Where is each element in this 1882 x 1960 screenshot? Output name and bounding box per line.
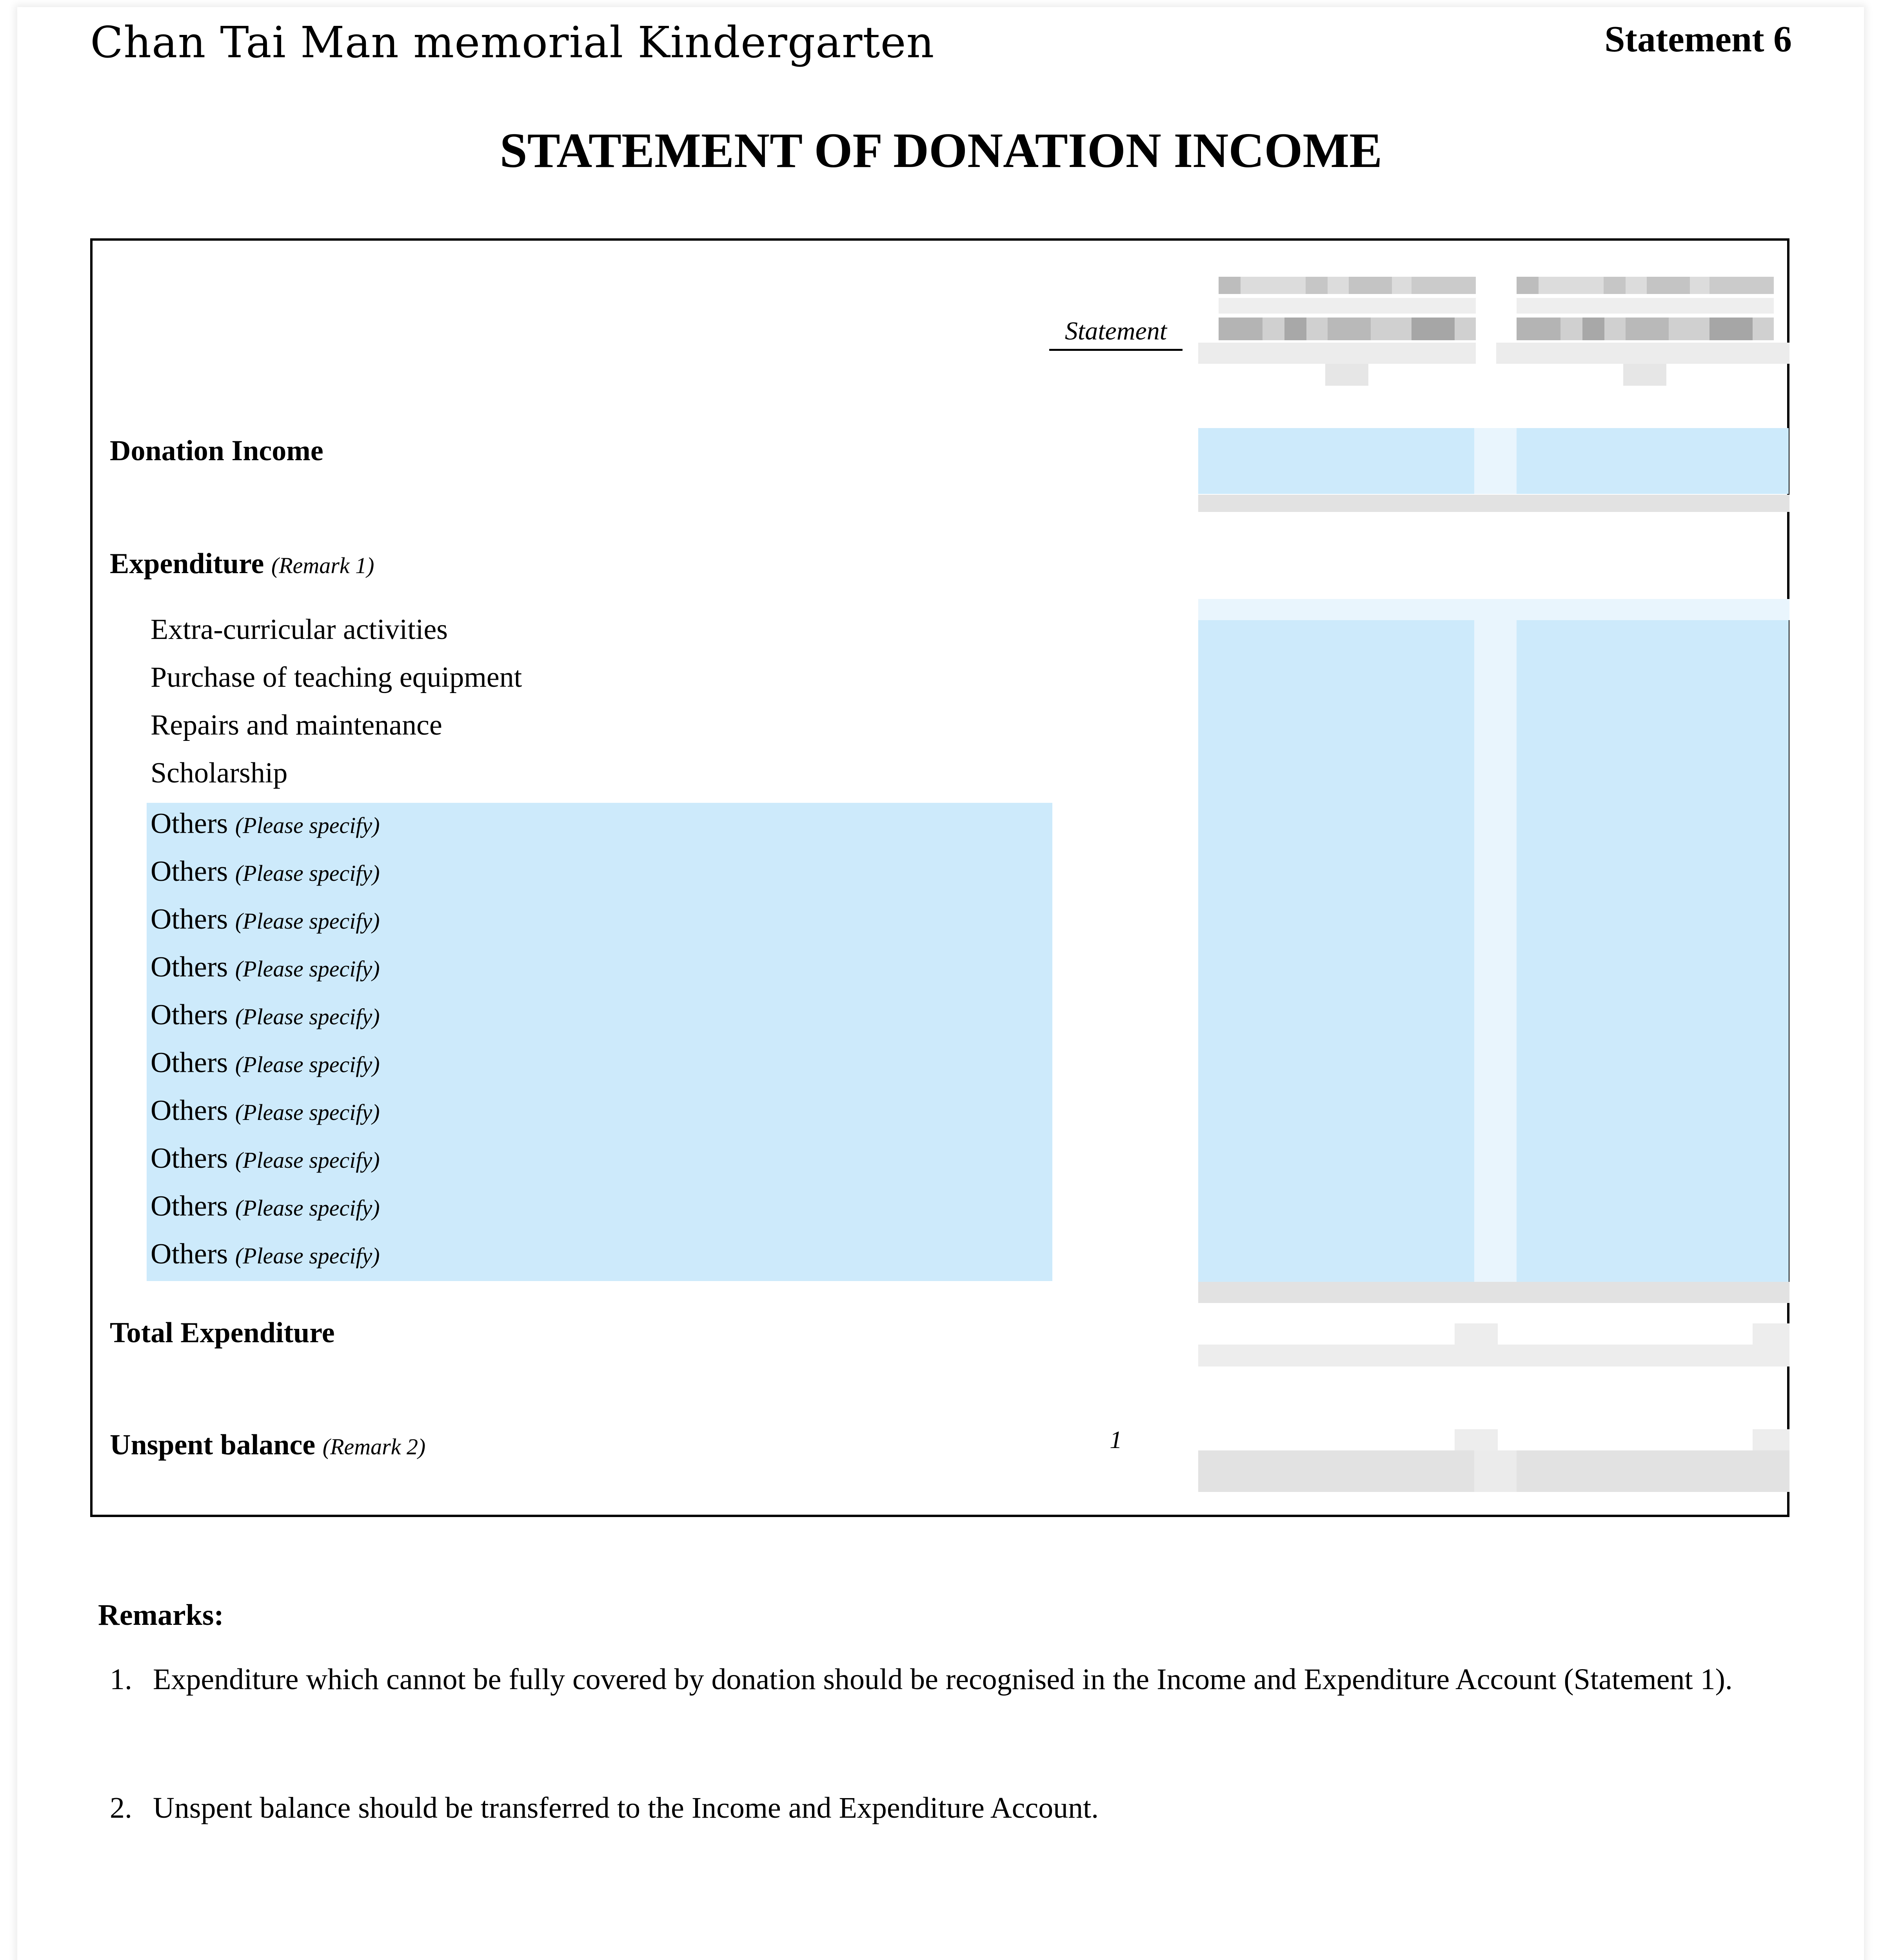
- unspent-balance-heading: Unspent balance: [110, 1429, 316, 1461]
- others-row-2[interactable]: Others (Please specify): [147, 851, 1052, 898]
- expenditure-prior-cells[interactable]: [1517, 620, 1789, 1282]
- total-expenditure-redacted: [1455, 1323, 1498, 1345]
- expenditure-current-cells[interactable]: [1198, 620, 1474, 1282]
- unspent-balance-redacted: [1455, 1429, 1498, 1450]
- total-expenditure-label: Total Expenditure: [110, 1317, 335, 1349]
- others-row-6[interactable]: Others (Please specify): [147, 1042, 1052, 1090]
- unspent-balance-redacted: [1753, 1429, 1789, 1450]
- others-row-8[interactable]: Others (Please specify): [147, 1138, 1052, 1185]
- remark-number: 2.: [110, 1791, 132, 1824]
- others-row-1[interactable]: Others (Please specify): [147, 803, 1052, 851]
- donation-income-current-cell[interactable]: [1198, 428, 1474, 494]
- donation-income-subtotal-line: [1198, 495, 1789, 512]
- donation-income-prior-cell[interactable]: [1517, 428, 1789, 494]
- expenditure-subtotal-line: [1198, 1282, 1789, 1303]
- item-teaching-equipment: Purchase of teaching equipment: [151, 661, 522, 693]
- others-row-5[interactable]: Others (Please specify): [147, 994, 1052, 1042]
- school-name: Chan Tai Man memorial Kindergarten: [90, 17, 935, 67]
- column-header-statement: Statement: [1049, 314, 1183, 351]
- column-gap: [1474, 599, 1517, 1282]
- expenditure-remark: (Remark 1): [271, 553, 374, 578]
- unspent-balance-remark: (Remark 2): [322, 1434, 426, 1459]
- others-row-3[interactable]: Others (Please specify): [147, 898, 1052, 946]
- remark-number: 1.: [110, 1663, 132, 1696]
- expenditure-heading: Expenditure: [110, 548, 264, 580]
- others-row-9[interactable]: Others (Please specify): [147, 1185, 1052, 1233]
- remark-item-1: [110, 1659, 1772, 1700]
- column-gap: [1474, 1450, 1517, 1492]
- remark-item-2: [110, 1788, 1772, 1828]
- remark-text: Expenditure which cannot be fully covered by donation should be recognised in the Income and Expenditure Account (Statement 1).: [153, 1663, 1733, 1696]
- unspent-balance-label: [110, 1425, 425, 1466]
- column-gap: [1474, 428, 1517, 494]
- remark-text: Unspent balance should be transferred to the Income and Expenditure Account.: [153, 1791, 1099, 1824]
- page-title: STATEMENT OF DONATION INCOME: [500, 123, 1382, 178]
- others-row-7[interactable]: Others (Please specify): [147, 1090, 1052, 1138]
- item-repairs-maintenance: Repairs and maintenance: [151, 709, 442, 741]
- total-expenditure-cells: [1198, 1345, 1789, 1367]
- item-scholarship: Scholarship: [151, 757, 288, 789]
- item-extra-curricular: Extra-curricular activities: [151, 613, 448, 646]
- unspent-balance-note: 1: [1110, 1426, 1122, 1454]
- others-row-10[interactable]: Others (Please specify): [147, 1233, 1052, 1281]
- donation-income-label: Donation Income: [110, 435, 323, 467]
- total-expenditure-redacted: [1753, 1323, 1789, 1345]
- remarks-title: Remarks:: [98, 1599, 224, 1632]
- expenditure-label: [110, 544, 374, 585]
- others-row-4[interactable]: Others (Please specify): [147, 946, 1052, 994]
- statement-number: Statement 6: [1604, 19, 1792, 60]
